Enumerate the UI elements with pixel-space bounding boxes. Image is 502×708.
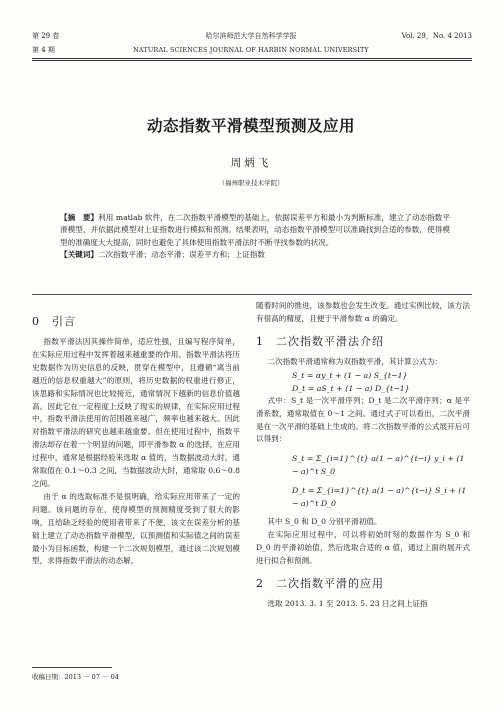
- journal-title-cn: 哈尔滨师范大学自然科学学报: [205, 32, 297, 40]
- right-paragraph-0: 随着时间的推进，该参数也会发生改变。通过实例比较，该方法有很高的精度，且便于平滑参数 α 的确定。: [256, 301, 470, 323]
- section-1-number: 1: [256, 334, 264, 348]
- keywords-text: 二次指数平滑；动态平滑；误差平方和；上证指数: [97, 250, 266, 260]
- right-paragraph-3: 其中 S_0 和 D_0 分别平滑初值。: [267, 517, 382, 527]
- abstract-text: 利用 matlab 软件，在二次指数平滑模型的基础上，依据误差平方和最小为判断标准，建立了动态指数平滑模型，并依据此模型对上证指数进行模拟和预测。结果表明，动态指数平滑模型可以准确找到合适的参数，使得模型的准确度大大提高，同时也避免了具体使用指数平滑法时不断寻找参数的状况。: [60, 213, 451, 247]
- section-divider: [32, 294, 472, 295]
- equation-4: D_t = Σ_{i=1}^{t} a(1 − a)^{t−i} S_i + (1 − a)^t D_0: [292, 486, 467, 509]
- right-paragraph-5: 选取 2013. 3. 1 至 2013. 5. 23 日之间上证指: [267, 598, 428, 608]
- abstract-label: 【摘 要】: [60, 213, 99, 222]
- keywords-label: 【关键词】: [60, 250, 98, 260]
- section-0-heading: [32, 314, 240, 330]
- section-1-heading: [256, 334, 470, 350]
- section-0-title: 引言: [52, 315, 76, 328]
- section-2-number: 2: [256, 576, 264, 590]
- right-paragraph-4: 在实际应用过程中，可以将初始时刻的数据作为 S_0 和 D_0 的平滑初始值，然后选取合适的 α 值，通过上面的展开式进行拟合和预测。: [256, 530, 470, 566]
- received-date: 收稿日期：2013 － 07 － 04: [32, 673, 119, 681]
- issue-label: 第 4 期: [32, 46, 55, 54]
- section-2-title: 二次指数平滑的应用: [276, 576, 384, 590]
- header-rule-2: [32, 60, 472, 61]
- section-1-title: 二次指数平滑法介绍: [276, 334, 384, 348]
- intro-paragraph-1: 指数平滑法因其操作简单，适应性强，且编写程序简单，在实际应用过程中发挥着越来越重要的作用。指数平滑法将历史数据作为历史信息的反映，贯穿在模型中，且遵循“离当前越近的信息权重越大”的原则，将历史数据的权重进行修正，该思路和实际情况也比较接近，通常情况下越新的信息价值越高。因此它在一定程度上反映了现实的规律，在实际应用过程中，指数平滑法使用的范围越来越广，频率也越来越大。因此对指数平滑法的研究也越来越重要。但在使用过程中，指数平滑法却存在着一个明显的问题，即平滑参数 α 的选择。在应用过程中，通常是根据经验来选取 α 值的，当数据波动大时，通常取值在 0.1～0.3 之间，当数据波动大时，通常取 0.6～0.8 之间。: [32, 337, 240, 488]
- left-column: [32, 312, 240, 568]
- journal-title-en: NATURAL SCIENCES JOURNAL OF HARBIN NORMAL UNIVERSITY: [133, 46, 369, 54]
- header-rule: [32, 58, 472, 59]
- volume-en: Vol. 29，No. 4 2013: [401, 32, 472, 40]
- equation-1: S_t = αy_t + (1 − a) S_{t−1}: [292, 370, 408, 380]
- volume-label: 第 29 卷: [32, 32, 60, 40]
- section-0-number: 0: [32, 315, 40, 328]
- right-column: [256, 300, 470, 611]
- right-paragraph-1: 二次指数平滑通常称为双指数平滑，其计算公式为：: [267, 356, 443, 366]
- article-title: 动态指数平滑模型预测及应用: [146, 117, 355, 135]
- equation-3: S_t = Σ_{i=1}^{t} a(1 − a)^{t−i} y_i + (1 − a)^t S_0: [292, 454, 465, 477]
- affiliation: （福州职业技术学院）: [218, 179, 284, 187]
- footnote-rule: [32, 667, 112, 668]
- section-2-heading: [256, 576, 470, 592]
- author-name: 周炳飞: [230, 157, 272, 169]
- equation-2: D_t = aS_t + (1 − a) D_{t−1}: [292, 383, 410, 393]
- abstract: [60, 212, 450, 262]
- right-paragraph-2: 式中：S_t 是一次平滑序列；D_t 是二次平滑序列；α 是平滑系数，通常取值在 0～1 之间。通过式子可以看出，二次平滑是在一次平滑的基础上生成的。将二次指数平滑的公式展开后可以得到：: [256, 395, 470, 444]
- intro-paragraph-2: 由于 α 的选取标准不是很明确，给实际应用带来了一定的问题。该问题的存在，使得模型的预测精度受到了很大的影响，且给缺乏经验的使用者带来了不便，该文在误差分析的基础上建立了动态指数平滑模型，以预测值和实际值之间的误差最小为目标函数，构建一个二次规划模型，通过该二次规划模型，求得指数平滑法的动态解，: [32, 491, 240, 566]
